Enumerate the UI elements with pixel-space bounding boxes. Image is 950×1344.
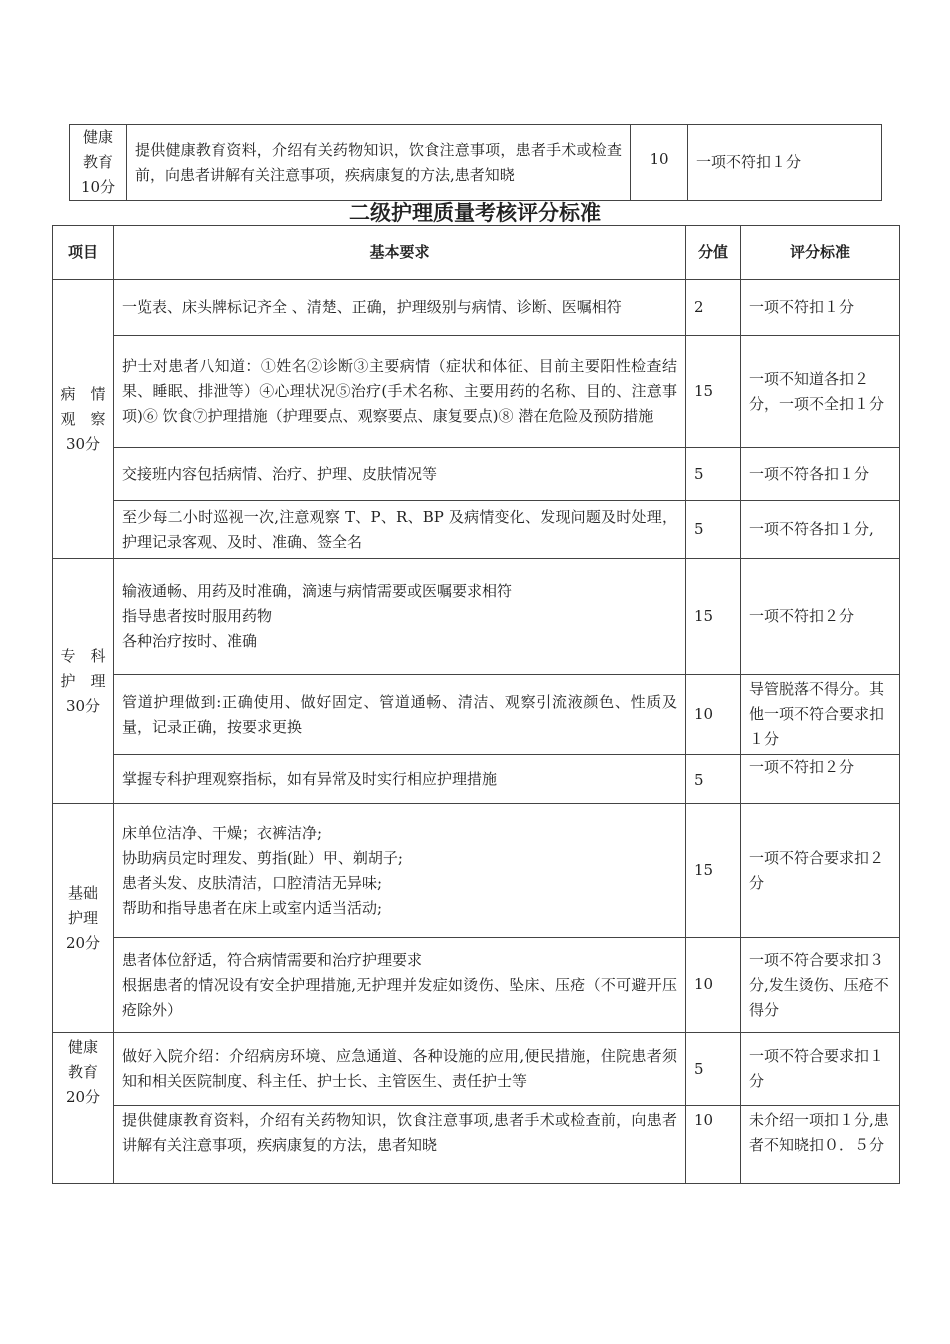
section-label: 病 情 观 察 30分 (53, 280, 114, 559)
scoring-table (52, 225, 900, 1184)
header-row (53, 226, 900, 280)
score-cell: 10 (631, 125, 688, 201)
criteria-cell: 一项不符扣２分 (741, 559, 900, 675)
criteria-cell: 导管脱落不得分。其他一项不符合要求扣１分 (741, 675, 900, 755)
table-row (53, 501, 900, 559)
requirement-cell: 提供健康教育资料，介绍有关药物知识，饮食注意事项,患者手术或检查前，向患者讲解有关注意事项，疾病康复的方法，患者知晓 (114, 1106, 686, 1184)
header-item: 项目 (53, 226, 114, 280)
score-cell: 5 (686, 1033, 741, 1106)
section-label: 专 科 护 理 30分 (53, 559, 114, 804)
score-cell: 5 (686, 501, 741, 559)
score-cell: 5 (686, 755, 741, 804)
table-row (53, 938, 900, 1033)
requirement-cell: 输液通畅、用药及时准确，滴速与病情需要或医嘱要求相符 指导患者按时服用药物 各种治疗按时、准确 (114, 559, 686, 675)
criteria-cell: 一项不符扣２分 (741, 755, 900, 804)
score-cell: 5 (686, 448, 741, 501)
page-title: 二级护理质量考核评分标准 (349, 201, 601, 225)
table-row (53, 336, 900, 448)
score-cell: 10 (686, 1106, 741, 1184)
requirement-cell: 一览表、床头牌标记齐全 、清楚、正确，护理级别与病情、诊断、医嘱相符 (114, 280, 686, 336)
criteria-cell: 一项不符扣１分 (741, 280, 900, 336)
table-body (53, 280, 900, 1184)
header-score: 分值 (686, 226, 741, 280)
requirement-cell: 做好入院介绍：介绍病房环境、应急通道、各种设施的应用,便民措施，住院患者须知和相关医院制度、科主任、护士长、主管医生、责任护士等 (114, 1033, 686, 1106)
criteria-cell: 一项不符扣１分 (688, 125, 882, 201)
criteria-cell: 一项不符各扣１分 (741, 448, 900, 501)
requirement-cell: 床单位洁净、干燥；衣裤洁净; 协助病员定时理发、剪指(趾）甲、剃胡子; 患者头发、皮肤清洁，口腔清洁无异味; 帮助和指导患者在床上或室内适当活动; (114, 804, 686, 938)
criteria-cell: 一项不符合要求扣１分 (741, 1033, 900, 1106)
table-row (53, 755, 900, 804)
table-row (53, 1106, 900, 1184)
previous-page-table (69, 124, 882, 201)
score-cell: 15 (686, 336, 741, 448)
table-row (53, 675, 900, 755)
table-row (53, 559, 900, 675)
table-row (70, 125, 882, 201)
score-cell: 10 (686, 938, 741, 1033)
score-cell: 2 (686, 280, 741, 336)
requirement-cell: 提供健康教育资料，介绍有关药物知识，饮食注意事项，患者手术或检查前，向患者讲解有关注意事项，疾病康复的方法,患者知晓 (127, 125, 631, 201)
criteria-cell: 一项不知道各扣２分，一项不全扣１分 (741, 336, 900, 448)
criteria-cell: 未介绍一项扣１分,患者不知晓扣０．５分 (741, 1106, 900, 1184)
section-label: 基础 护理 20分 (53, 804, 114, 1033)
header-requirement: 基本要求 (114, 226, 686, 280)
score-cell: 15 (686, 559, 741, 675)
requirement-cell: 至少每二小时巡视一次,注意观察 T、P、R、BP 及病情变化、发现问题及时处理，护理记录客观、及时、准确、签全名 (114, 501, 686, 559)
requirement-cell: 护士对患者八知道：①姓名②诊断③主要病情（症状和体征、目前主要阳性检查结果、睡眠、排泄等）④心理状况⑤治疗(手术名称、主要用药的名称、目的、注意事项)⑥ 饮食⑦护理措施（护理要点、观察要点、康复要点)⑧ 潜在危险及预防措施 (114, 336, 686, 448)
table-row (53, 280, 900, 336)
requirement-cell: 交接班内容包括病情、治疗、护理、皮肤情况等 (114, 448, 686, 501)
requirement-cell: 患者体位舒适，符合病情需要和治疗护理要求 根据患者的情况设有安全护理措施,无护理并发症如烫伤、坠床、压疮（不可避开压疮除外） (114, 938, 686, 1033)
table-row (53, 804, 900, 938)
criteria-cell: 一项不符各扣１分, (741, 501, 900, 559)
header-criteria: 评分标准 (741, 226, 900, 280)
requirement-cell: 掌握专科护理观察指标，如有异常及时实行相应护理措施 (114, 755, 686, 804)
criteria-cell: 一项不符合要求扣２分 (741, 804, 900, 938)
requirement-cell: 管道护理做到:正确使用、做好固定、管道通畅、清洁、观察引流液颜色、性质及量，记录正确，按要求更换 (114, 675, 686, 755)
section-label: 健康 教育 20分 (53, 1033, 114, 1184)
score-cell: 15 (686, 804, 741, 938)
criteria-cell: 一项不符合要求扣３分,发生烫伤、压疮不得分 (741, 938, 900, 1033)
table-row (53, 1033, 900, 1106)
table-row (53, 448, 900, 501)
score-cell: 10 (686, 675, 741, 755)
section-label: 健康 教育 10分 (70, 125, 127, 201)
